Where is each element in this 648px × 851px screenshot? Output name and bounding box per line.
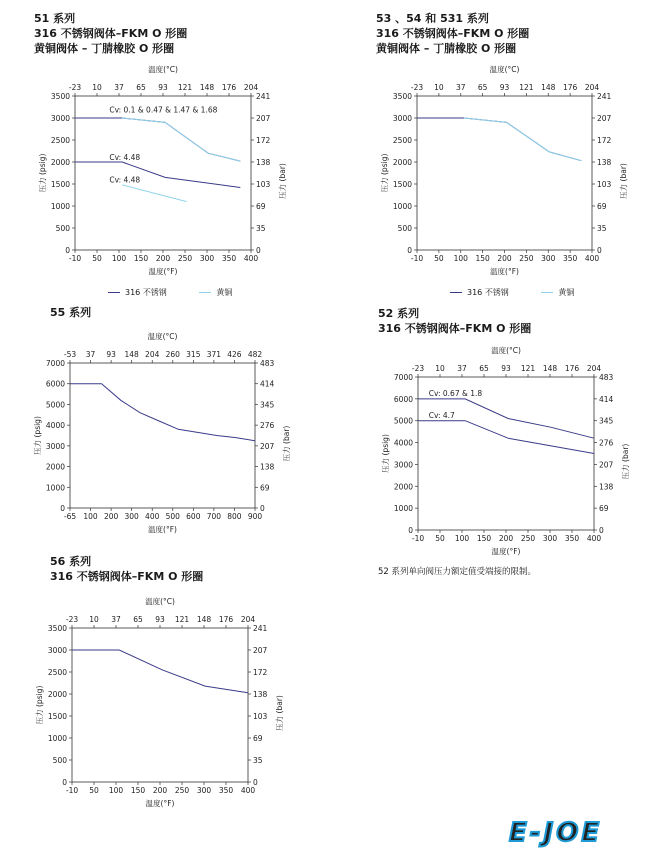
top-tick-label: 148 [541, 83, 556, 92]
x-tick-label: 150 [476, 534, 492, 543]
top-tick-label: 10 [89, 615, 99, 624]
y-tick-label: 1000 [392, 202, 412, 211]
x-tick-label: 500 [165, 512, 180, 521]
y2-tick-label: 172 [597, 136, 612, 145]
x-tick-label: -10 [410, 254, 424, 263]
chart-53-legend [450, 287, 604, 298]
top-tick-label: 10 [92, 83, 102, 92]
top-tick-label: 37 [85, 350, 96, 359]
top-tick-label: 426 [227, 350, 242, 359]
title-line: 52 系列 [378, 307, 420, 320]
x-axis-title: 温度(°F) [490, 267, 519, 276]
x-tick-label: 200 [498, 534, 514, 543]
y-tick-label: 2000 [45, 462, 65, 472]
y2-tick-label: 276 [599, 438, 614, 448]
title-line: 黄铜阀体 – 丁腈橡胶 O 形圈 [34, 42, 175, 55]
x-tick-label: 300 [542, 534, 558, 543]
x-tick-label: 150 [130, 786, 146, 795]
y2-tick-label: 35 [597, 224, 607, 233]
y-tick-label: 500 [397, 224, 412, 233]
top-tick-label: 121 [177, 83, 193, 92]
y2-axis-title: 压力 (bar) [621, 443, 630, 480]
top-axis-title: 温度(°C) [145, 597, 175, 606]
y2-tick-label: 207 [599, 460, 614, 470]
y2-tick-label: 69 [253, 734, 263, 743]
top-tick-label: 93 [499, 83, 510, 92]
top-tick-label: 121 [174, 615, 190, 624]
x-tick-label: 200 [497, 254, 512, 263]
top-tick-label: 10 [435, 364, 445, 373]
top-tick-label: 204 [584, 83, 600, 92]
cv-annotation: Cv: 0.1 & 0.47 & 1.47 & 1.68 [109, 105, 218, 115]
title-line: 316 不锈钢阀体–FKM O 形圈 [50, 570, 204, 583]
y-axis-title: 压力 (psig) [35, 685, 44, 725]
top-tick-label: 315 [186, 350, 201, 359]
x-tick-label: 250 [174, 786, 190, 795]
x-axis-title: 温度(°F) [148, 267, 178, 276]
x-tick-label: 250 [519, 254, 534, 263]
y-tick-label: 0 [407, 246, 412, 255]
y2-axis-title: 压力 (bar) [619, 163, 628, 199]
top-tick-label: 93 [155, 615, 165, 624]
top-tick-label: -53 [63, 350, 77, 359]
y-axis-title: 压力 (psig) [380, 153, 389, 193]
top-tick-label: 37 [457, 364, 467, 373]
y2-tick-label: 69 [599, 504, 609, 514]
legend-label: 黄铜 [216, 288, 233, 297]
top-tick-label: 204 [145, 350, 160, 359]
y-tick-label: 7000 [393, 373, 413, 382]
x-tick-label: 50 [92, 254, 102, 263]
x-tick-label: 300 [199, 254, 215, 263]
top-tick-label: 148 [542, 364, 558, 373]
top-tick-label: 176 [562, 83, 578, 92]
y-tick-label: 1000 [50, 202, 70, 211]
top-tick-label: -23 [65, 615, 79, 624]
title-line: 316 不锈钢阀体–FKM O 形圈 [378, 322, 532, 335]
x-tick-label: 200 [155, 254, 171, 263]
x-tick-label: -10 [411, 534, 425, 543]
cv-annotation: Cv: 0.67 & 1.8 [428, 389, 483, 399]
y-tick-label: 2000 [47, 690, 67, 699]
y-tick-label: 7000 [45, 359, 65, 368]
x-tick-label: 200 [103, 512, 119, 521]
x-axis-title: 温度(°F) [145, 799, 175, 808]
y-tick-label: 3500 [50, 92, 70, 101]
top-tick-label: 204 [243, 83, 259, 92]
x-tick-label: 400 [584, 254, 600, 263]
x-tick-label: 100 [108, 786, 124, 795]
x-tick-label: 300 [124, 512, 139, 521]
y-tick-label: 4000 [393, 438, 413, 448]
y2-tick-label: 138 [260, 462, 275, 472]
title-line: 316 不锈钢阀体–FKM O 形圈 [376, 27, 530, 40]
top-tick-label: 37 [455, 83, 466, 92]
y-tick-label: 1500 [50, 180, 70, 189]
x-tick-label: 400 [586, 534, 602, 543]
top-tick-label: 65 [477, 83, 488, 92]
y2-tick-label: 172 [256, 136, 271, 145]
y-tick-label: 3500 [392, 92, 412, 101]
top-tick-label: 121 [519, 83, 534, 92]
y-tick-label: 0 [62, 778, 67, 787]
top-tick-label: 148 [196, 615, 212, 624]
x-tick-label: 100 [454, 534, 470, 543]
x-tick-label: 150 [475, 254, 490, 263]
y-tick-label: 3000 [393, 460, 413, 470]
x-tick-label: -10 [65, 786, 79, 795]
y2-tick-label: 69 [260, 483, 270, 493]
y-tick-label: 1000 [393, 504, 413, 514]
plot-frame [72, 628, 248, 782]
y2-tick-label: 207 [253, 646, 268, 655]
y-tick-label: 0 [65, 246, 70, 255]
legend-item-brass [199, 287, 232, 298]
x-tick-label: 150 [133, 254, 149, 263]
chart-52-note: 52 系列单向阀压力额定值受端接的限制。 [378, 567, 537, 577]
top-tick-label: 93 [106, 350, 116, 359]
y-tick-label: 3000 [47, 646, 67, 655]
x-tick-label: 350 [221, 254, 237, 263]
x-tick-label: 350 [564, 534, 580, 543]
x-tick-label: 700 [206, 512, 222, 521]
legend-label: 黄铜 [558, 288, 575, 297]
y2-tick-label: 35 [256, 224, 266, 233]
y2-tick-label: 172 [253, 668, 268, 677]
legend-item-brass [541, 287, 574, 298]
y2-tick-label: 138 [256, 158, 271, 167]
top-tick-label: 10 [434, 83, 444, 92]
y2-tick-label: 241 [253, 624, 268, 633]
top-tick-label: 204 [240, 615, 256, 624]
y2-tick-label: 207 [597, 114, 612, 123]
top-axis-title: 温度(°C) [491, 346, 521, 355]
y2-tick-label: 0 [599, 526, 604, 535]
top-tick-label: 260 [165, 350, 180, 359]
x-tick-label: 100 [83, 512, 98, 521]
x-tick-label: 100 [111, 254, 127, 263]
y2-tick-label: 35 [253, 756, 263, 765]
x-tick-label: 250 [520, 534, 536, 543]
x-tick-label: 400 [243, 254, 259, 263]
y-tick-label: 2000 [393, 482, 413, 492]
y2-tick-label: 414 [599, 394, 614, 404]
x-tick-label: 100 [453, 254, 468, 263]
y-tick-label: 5000 [45, 400, 65, 410]
x-tick-label: 400 [240, 786, 256, 795]
y-tick-label: 3000 [45, 441, 65, 451]
y2-tick-label: 207 [260, 441, 275, 451]
y2-axis-title: 压力 (bar) [275, 695, 284, 731]
y2-tick-label: 69 [597, 202, 607, 211]
top-tick-label: 482 [247, 350, 263, 359]
x-tick-label: -65 [63, 512, 77, 521]
y-tick-label: 2500 [50, 136, 70, 145]
y2-tick-label: 276 [260, 421, 275, 431]
y2-tick-label: 0 [253, 778, 258, 787]
x-tick-label: 400 [145, 512, 160, 521]
top-tick-label: 204 [586, 364, 602, 373]
y-tick-label: 1000 [47, 734, 67, 743]
y2-axis-title: 压力 (bar) [282, 425, 291, 462]
top-tick-label: -23 [410, 83, 424, 92]
x-tick-label: 600 [186, 512, 201, 521]
x-tick-label: -10 [68, 254, 82, 263]
title-line: 56 系列 [50, 555, 92, 568]
y-tick-label: 500 [52, 756, 67, 765]
x-tick-label: 300 [196, 786, 212, 795]
title-line: 53 、54 和 531 系列 [376, 12, 489, 25]
y2-tick-label: 414 [260, 379, 275, 389]
x-axis-title: 温度(°F) [148, 525, 177, 534]
title-line: 55 系列 [50, 306, 92, 319]
y2-tick-label: 138 [253, 690, 268, 699]
y-axis-title: 压力 (psig) [381, 434, 390, 473]
y2-axis-title: 压力 (bar) [278, 163, 287, 199]
top-axis-title: 温度(°C) [148, 65, 178, 74]
y-tick-label: 6000 [393, 394, 413, 404]
top-tick-label: 176 [218, 615, 234, 624]
y2-tick-label: 103 [597, 180, 612, 189]
y-tick-label: 3500 [47, 624, 67, 633]
top-tick-label: 65 [479, 364, 489, 373]
y2-tick-label: 0 [260, 504, 265, 513]
y-axis-title: 压力 (psig) [33, 416, 42, 455]
top-tick-label: 121 [520, 364, 536, 373]
y2-tick-label: 483 [599, 373, 614, 382]
top-tick-label: 93 [158, 83, 168, 92]
series-line [72, 650, 248, 693]
top-tick-label: 176 [564, 364, 580, 373]
x-tick-label: 300 [541, 254, 556, 263]
x-tick-label: 50 [434, 254, 444, 263]
cv-annotation: Cv: 4.48 [109, 152, 141, 162]
title-line: 316 不锈钢阀体–FKM O 形圈 [34, 27, 188, 40]
y-tick-label: 1500 [47, 712, 67, 721]
y-axis-title: 压力 (psig) [38, 153, 47, 193]
y2-tick-label: 207 [256, 114, 271, 123]
logo-text: E-JOE [509, 818, 603, 848]
x-tick-label: 50 [435, 534, 445, 543]
top-tick-label: -23 [68, 83, 82, 92]
y2-tick-label: 103 [256, 180, 271, 189]
x-tick-label: 800 [227, 512, 242, 521]
y-tick-label: 3000 [392, 114, 412, 123]
legend-item-ss [450, 287, 509, 298]
top-tick-label: 148 [124, 350, 139, 359]
chart-51-legend [108, 287, 262, 298]
y-tick-label: 2000 [50, 158, 70, 167]
y2-tick-label: 241 [256, 92, 271, 101]
top-tick-label: 176 [221, 83, 237, 92]
y-tick-label: 500 [55, 224, 70, 233]
legend-label: 316 不锈钢 [467, 288, 509, 297]
y-tick-label: 6000 [45, 379, 65, 389]
title-line: 51 系列 [34, 12, 76, 25]
y2-tick-label: 345 [599, 416, 614, 426]
x-tick-label: 250 [177, 254, 193, 263]
x-axis-title: 温度(°F) [491, 547, 521, 556]
y-tick-label: 1500 [392, 180, 412, 189]
cv-annotation: Cv: 4.7 [428, 410, 455, 420]
cv-annotation: Cv: 4.48 [109, 175, 141, 185]
top-tick-label: 37 [111, 615, 121, 624]
top-tick-label: 65 [136, 83, 146, 92]
y2-tick-label: 483 [260, 359, 275, 368]
x-tick-label: 50 [89, 786, 99, 795]
top-tick-label: 37 [114, 83, 124, 92]
y2-tick-label: 241 [597, 92, 612, 101]
y-tick-label: 3000 [50, 114, 70, 123]
y-tick-label: 5000 [393, 416, 413, 426]
y-tick-label: 2500 [392, 136, 412, 145]
y-tick-label: 1000 [45, 483, 65, 493]
x-tick-label: 350 [562, 254, 578, 263]
top-tick-label: -23 [411, 364, 425, 373]
y2-tick-label: 0 [597, 246, 602, 255]
y2-tick-label: 138 [599, 482, 614, 492]
y2-tick-label: 0 [256, 246, 261, 255]
legend-label: 316 不锈钢 [125, 288, 167, 297]
top-tick-label: 93 [501, 364, 511, 373]
y-tick-label: 2500 [47, 668, 67, 677]
y2-tick-label: 345 [260, 400, 275, 410]
y-tick-label: 2000 [392, 158, 412, 167]
y-tick-label: 0 [60, 504, 65, 513]
x-tick-label: 900 [247, 512, 263, 521]
legend-item-ss [108, 287, 167, 298]
y2-tick-label: 69 [256, 202, 266, 211]
y-tick-label: 4000 [45, 421, 65, 431]
top-axis-title: 温度(°C) [147, 332, 178, 341]
top-axis-title: 温度(°C) [489, 65, 520, 74]
top-tick-label: 65 [133, 615, 143, 624]
y-tick-label: 0 [408, 526, 413, 535]
e-joe-logo [507, 818, 629, 846]
x-tick-label: 350 [218, 786, 234, 795]
y2-tick-label: 138 [597, 158, 612, 167]
y2-tick-label: 103 [253, 712, 268, 721]
x-tick-label: 200 [152, 786, 168, 795]
top-tick-label: 148 [199, 83, 215, 92]
title-line: 黄铜阀体 – 丁腈橡胶 O 形圈 [376, 42, 517, 55]
top-tick-label: 371 [206, 350, 222, 359]
